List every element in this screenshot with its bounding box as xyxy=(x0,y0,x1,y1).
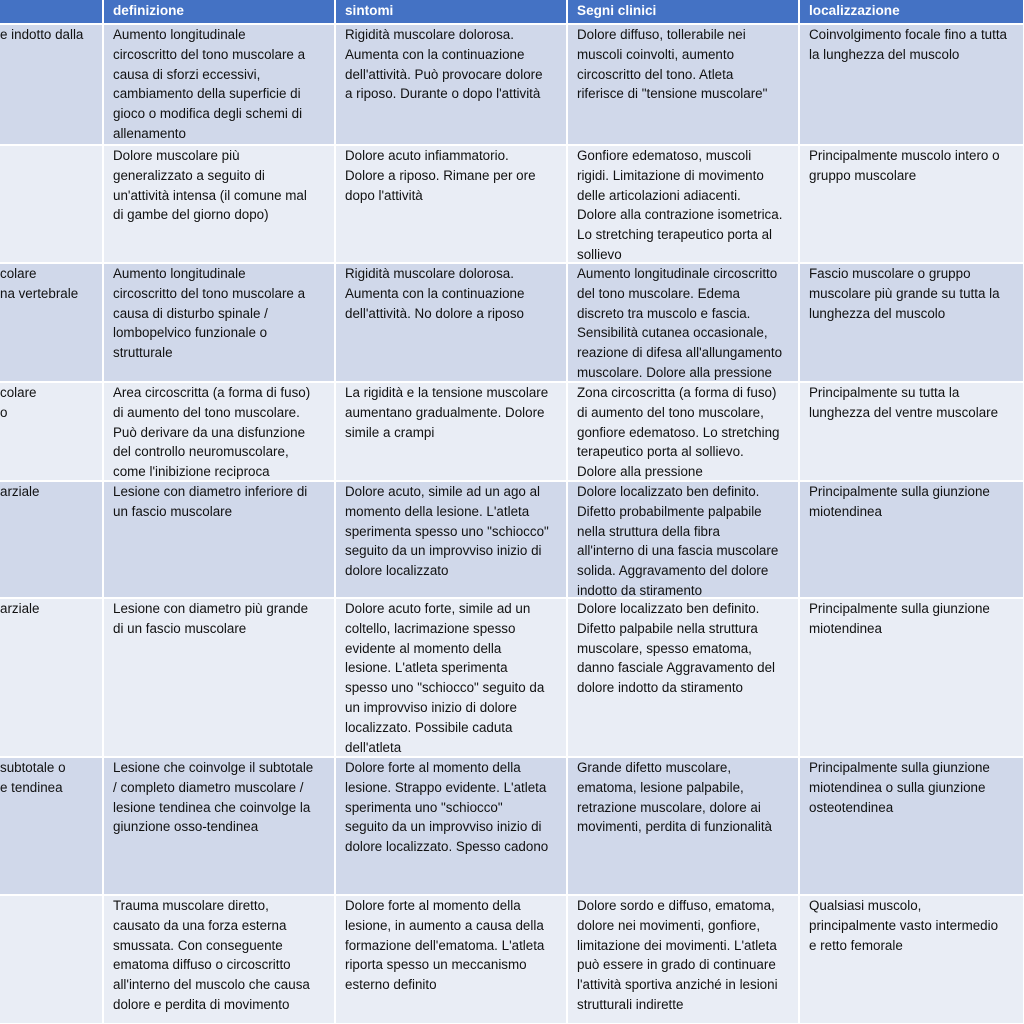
text-line: limitazione dei movimenti. L'atleta xyxy=(577,937,777,953)
text-line: Principalmente su tutta la xyxy=(809,385,960,400)
text-line: momento della lesione. L'atleta xyxy=(345,503,530,519)
text-line: dell'atleta xyxy=(345,739,402,755)
text-line: Fascio muscolare o gruppo xyxy=(809,266,971,281)
text-line: coltello, lacrimazione spesso xyxy=(345,620,516,636)
text-line: spesso uno "schiocco" seguito da xyxy=(345,680,545,696)
text-line: dolore localizzato. Spesso cadono xyxy=(345,839,549,855)
text-line: Dolore acuto infiammatorio. xyxy=(345,148,509,163)
cell-definition xyxy=(104,599,334,756)
text-line: Principalmente sulla giunzione xyxy=(809,601,990,616)
text-line: Trauma muscolare diretto, xyxy=(113,898,269,913)
text-line: dolore indotto da stiramento xyxy=(577,680,743,696)
text-line: circoscritto del tono muscolare a xyxy=(113,46,306,62)
cell-clinical-signs xyxy=(568,383,798,480)
text-line: retrazione muscolare, dolore ai xyxy=(577,799,761,815)
text-line: muscoli coinvolti, aumento xyxy=(577,46,735,62)
text-line: localizzato. Possibile caduta xyxy=(345,719,513,735)
text-line: nella struttura della fibra xyxy=(577,523,720,539)
text-line: e retto femorale xyxy=(809,937,903,953)
cell-localization xyxy=(800,599,1023,756)
text-line: esterno definito xyxy=(345,977,437,993)
text-line: Difetto probabilmente palpabile xyxy=(577,503,762,519)
text-line: Rigidità muscolare dolorosa. xyxy=(345,27,514,42)
text-line: subtotale o xyxy=(0,760,66,775)
text-line: Lo stretching terapeutico porta al xyxy=(577,227,773,243)
text-line: ematoma, lesione palpabile, xyxy=(577,779,744,795)
text-line: un'attività intensa (il comune mal xyxy=(113,187,307,203)
cell-definition xyxy=(104,383,334,480)
cell-definition xyxy=(104,758,334,894)
text-line: lunghezza del ventre muscolare xyxy=(809,404,999,420)
text-line: Lesione con diametro più grande xyxy=(113,601,309,616)
text-line: terapeutico porta al sollievo. xyxy=(577,444,744,460)
text-line: miotendinea xyxy=(809,503,882,519)
cell-clinical-signs xyxy=(568,896,798,1023)
text-line: causa di sforzi eccessivi, xyxy=(113,66,261,82)
text-line: formazione dell'ematoma. L'atleta xyxy=(345,937,545,953)
text-line: Dolore localizzato ben definito. xyxy=(577,601,760,616)
text-line: evidente al momento della xyxy=(345,640,502,656)
cell-localization xyxy=(800,264,1023,381)
text-line: colare xyxy=(0,385,37,400)
text-line: lesione. Strappo evidente. L'atleta xyxy=(345,779,547,795)
text-line: del controllo neuromuscolare, xyxy=(113,444,289,460)
text-line: Qualsiasi muscolo, xyxy=(809,898,922,913)
cell-clinical-signs xyxy=(568,758,798,894)
text-line: smussata. Con conseguente xyxy=(113,937,283,953)
cell-clinical-signs xyxy=(568,264,798,381)
text-line: colare xyxy=(0,266,37,281)
text-line: dell'attività. No dolore a riposo xyxy=(345,305,524,321)
text-line: osteotendinea xyxy=(809,799,894,815)
text-line: Dolore forte al momento della xyxy=(345,898,521,913)
text-line: Principalmente sulla giunzione xyxy=(809,484,990,499)
text-line: dolore e perdita di movimento xyxy=(113,996,290,1012)
text-line: strutturale xyxy=(113,345,173,361)
text-line: lombopelvico funzionale o xyxy=(113,325,268,341)
text-line: danno fasciale Aggravamento del xyxy=(577,660,776,676)
text-line: / completo diametro muscolare / xyxy=(113,779,304,795)
cell-injury-type xyxy=(0,146,102,262)
text-line: discreto tra muscolo e fascia. xyxy=(577,305,751,321)
cell-definition xyxy=(104,264,334,381)
text-line: può essere in grado di continuare xyxy=(577,957,776,973)
text-line: Coinvolgimento focale fino a tutta xyxy=(809,27,1008,42)
text-line: Dolore a riposo. Rimane per ore xyxy=(345,167,536,183)
cell-localization xyxy=(800,758,1023,894)
text-line: Rigidità muscolare dolorosa. xyxy=(345,266,514,281)
header-symptoms: sintomi xyxy=(336,0,566,23)
text-line: Dolore acuto, simile ad un ago al xyxy=(345,484,541,499)
text-line: Gonfiore edematoso, muscoli xyxy=(577,148,752,163)
text-line: Dolore alla contrazione isometrica. xyxy=(577,207,783,223)
cell-symptoms xyxy=(336,896,566,1023)
text-line: arziale xyxy=(0,484,40,499)
text-line: Area circoscritta (a forma di fuso) xyxy=(113,385,311,400)
cell-definition xyxy=(104,25,334,144)
text-line: ematoma diffuso o circoscritto xyxy=(113,957,291,973)
text-line: Dolore forte al momento della xyxy=(345,760,521,775)
text-line: muscolare. Dolore alla pressione xyxy=(577,364,773,380)
text-line: La rigidità e la tensione muscolare xyxy=(345,385,549,400)
text-line: Lesione con diametro inferiore di xyxy=(113,484,308,499)
text-line: lunghezza del muscolo xyxy=(809,305,946,321)
text-line: di aumento del tono muscolare. xyxy=(113,404,300,420)
cell-injury-type xyxy=(0,482,102,597)
text-line: all'interno di una fascia muscolare xyxy=(577,543,779,559)
cell-injury-type xyxy=(0,25,102,144)
text-line: l'attività sportiva anziché in lesioni xyxy=(577,977,778,993)
text-line: all'interno del muscolo che causa xyxy=(113,977,310,993)
text-line: allenamento xyxy=(113,125,186,141)
text-line: seguito da un improvviso inizio di xyxy=(345,819,542,835)
cell-clinical-signs xyxy=(568,599,798,756)
text-line: giunzione osso-tendinea xyxy=(113,819,259,835)
text-line: na vertebrale xyxy=(0,285,79,301)
text-line: miotendinea xyxy=(809,620,882,636)
text-line: Aumento longitudinale xyxy=(113,27,246,42)
cell-localization xyxy=(800,482,1023,597)
text-line: Aumento longitudinale circoscritto xyxy=(577,266,778,281)
text-line: Sensibilità cutanea occasionale, xyxy=(577,325,768,341)
text-line: lesione, in aumento a causa della xyxy=(345,917,544,933)
text-line: rigidi. Limitazione di movimento xyxy=(577,167,764,183)
text-line: Dolore muscolare più xyxy=(113,148,240,163)
text-line: dolore localizzato xyxy=(345,563,449,579)
text-line: indotto da stiramento xyxy=(577,582,703,597)
text-line: circoscritto del tono muscolare a xyxy=(113,285,306,301)
text-line: movimenti, perdita di funzionalità xyxy=(577,819,773,835)
text-line: dopo l'attività xyxy=(345,187,423,203)
text-line: simile a crampi xyxy=(345,424,435,440)
text-line: delle articolazioni adiacenti. xyxy=(577,187,741,203)
text-line: a riposo. Durante o dopo l'attività xyxy=(345,86,541,102)
text-line: Lesione che coinvolge il subtotale xyxy=(113,760,314,775)
header-localization: localizzazione xyxy=(800,0,1023,23)
text-line: gruppo muscolare xyxy=(809,167,917,183)
text-line: Principalmente sulla giunzione xyxy=(809,760,990,775)
text-line: Difetto palpabile nella struttura xyxy=(577,620,758,636)
text-line: la lunghezza del muscolo xyxy=(809,46,960,62)
text-line: Aumenta con la continuazione xyxy=(345,46,525,62)
text-line: strutturali indirette xyxy=(577,996,684,1012)
text-line: o xyxy=(0,404,8,420)
text-line: riferisce di "tensione muscolare" xyxy=(577,86,768,102)
text-line: sperimenta spesso uno "schiocco" xyxy=(345,523,549,539)
cell-injury-type xyxy=(0,758,102,894)
text-line: muscolare, spesso ematoma, xyxy=(577,640,752,656)
text-line: causato da una forza esterna xyxy=(113,917,287,933)
text-line: un fascio muscolare xyxy=(113,503,233,519)
header-clinical-signs: Segni clinici xyxy=(568,0,798,23)
text-line: causa di disturbo spinale / xyxy=(113,305,268,321)
cell-definition xyxy=(104,482,334,597)
text-line: cambiamento della superficie di xyxy=(113,86,301,102)
text-line: muscolare più grande su tutta la xyxy=(809,285,1000,301)
text-line: miotendinea o sulla giunzione xyxy=(809,779,986,795)
text-line: del tono muscolare. Edema xyxy=(577,285,741,301)
cell-injury-type xyxy=(0,599,102,756)
text-line: un improvviso inizio di dolore xyxy=(345,699,517,715)
text-line: gioco o modifica degli schemi di xyxy=(113,106,303,122)
cell-injury-type xyxy=(0,264,102,381)
text-line: circoscritto del tono. Atleta xyxy=(577,66,734,82)
cell-symptoms xyxy=(336,482,566,597)
text-line: come l'inibizione reciproca xyxy=(113,464,270,480)
cell-symptoms xyxy=(336,264,566,381)
cell-clinical-signs xyxy=(568,146,798,262)
cell-definition xyxy=(104,146,334,262)
cell-injury-type xyxy=(0,896,102,1023)
text-line: Dolore diffuso, tollerabile nei xyxy=(577,27,746,42)
text-line: di un fascio muscolare xyxy=(113,620,247,636)
text-line: Zona circoscritta (a forma di fuso) xyxy=(577,385,777,400)
cell-localization xyxy=(800,25,1023,144)
text-line: sollievo xyxy=(577,246,622,262)
cell-symptoms xyxy=(336,25,566,144)
cell-localization xyxy=(800,146,1023,262)
cell-injury-type xyxy=(0,383,102,480)
cell-definition xyxy=(104,896,334,1023)
text-line: e indotto dalla xyxy=(0,27,84,42)
text-line: lesione tendinea che coinvolge la xyxy=(113,799,311,815)
text-line: di aumento del tono muscolare, xyxy=(577,404,764,420)
text-line: Dolore sordo e diffuso, ematoma, xyxy=(577,898,775,913)
text-line: aumentano gradualmente. Dolore xyxy=(345,404,545,420)
text-line: lesione. L'atleta sperimenta xyxy=(345,660,508,676)
cell-localization xyxy=(800,383,1023,480)
text-line: solida. Aggravamento del dolore xyxy=(577,563,769,579)
text-line: Principalmente muscolo intero o xyxy=(809,148,1000,163)
text-line: sperimenta uno "schiocco" xyxy=(345,799,503,815)
text-line: arziale xyxy=(0,601,40,616)
text-line: generalizzato a seguito di xyxy=(113,167,265,183)
text-line: Aumento longitudinale xyxy=(113,266,246,281)
text-line: seguito da un improvviso inizio di xyxy=(345,543,542,559)
text-line: reazione di difesa all'allungamento xyxy=(577,345,783,361)
cell-clinical-signs xyxy=(568,482,798,597)
cell-symptoms xyxy=(336,758,566,894)
text-line: di gambe del giorno dopo) xyxy=(113,207,269,223)
text-line: Aumenta con la continuazione xyxy=(345,285,525,301)
text-line: Dolore alla pressione xyxy=(577,464,703,480)
header-definition: definizione xyxy=(104,0,334,23)
text-line: riporta spesso un meccanismo xyxy=(345,957,527,973)
text-line: principalmente vasto intermedio xyxy=(809,917,999,933)
text-line: dell'attività. Può provocare dolore xyxy=(345,66,543,82)
header-injury-type xyxy=(0,0,102,23)
cell-symptoms xyxy=(336,383,566,480)
text-line: Grande difetto muscolare, xyxy=(577,760,732,775)
cell-clinical-signs xyxy=(568,25,798,144)
cell-localization xyxy=(800,896,1023,1023)
text-line: dolore nei movimenti, gonfiore, xyxy=(577,917,761,933)
cell-symptoms xyxy=(336,599,566,756)
cell-symptoms xyxy=(336,146,566,262)
text-line: Dolore localizzato ben definito. xyxy=(577,484,760,499)
text-line: e tendinea xyxy=(0,779,63,795)
text-line: Può derivare da una disfunzione xyxy=(113,424,306,440)
text-line: gonfiore edematoso. Lo stretching xyxy=(577,424,780,440)
text-line: Dolore acuto forte, simile ad un xyxy=(345,601,531,616)
